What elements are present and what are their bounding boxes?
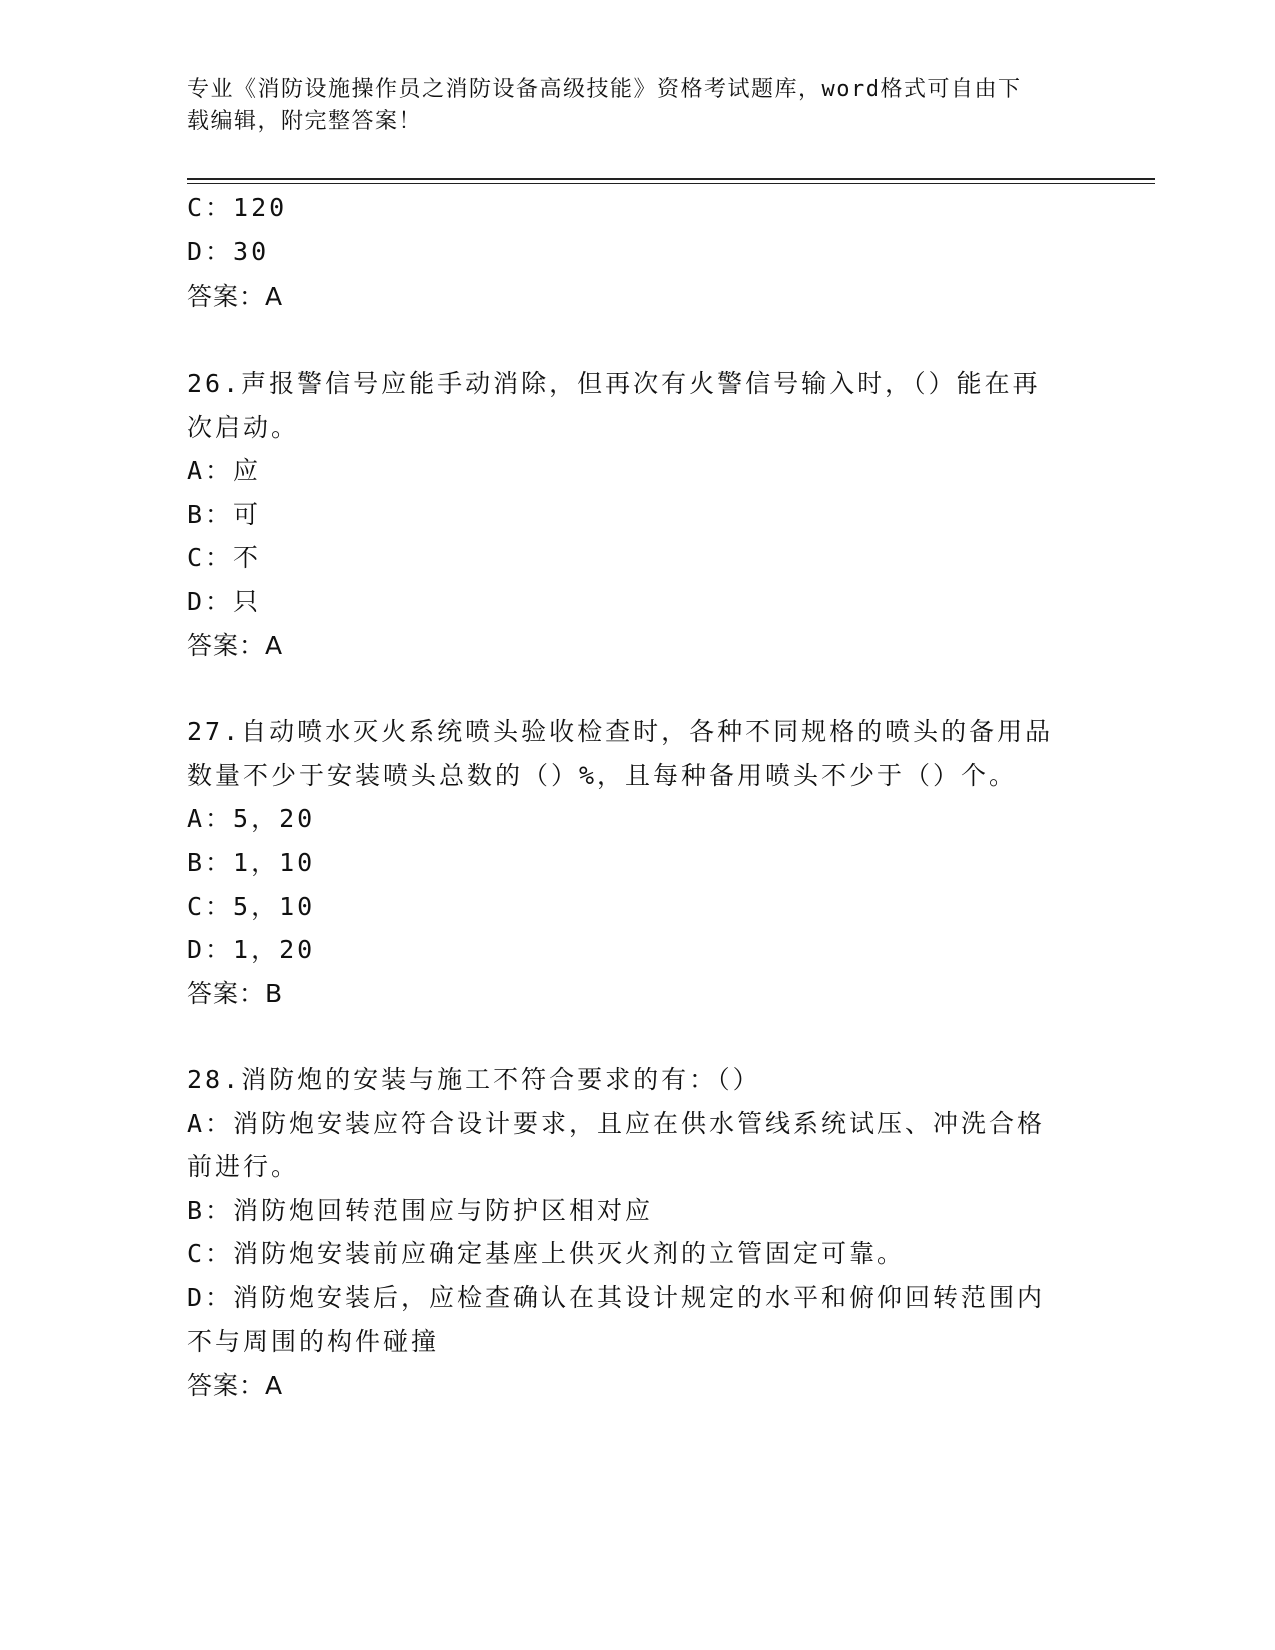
q26-stem-line-1: 26.声报警信号应能手动消除，但再次有火警信号输入时，（）能在再 xyxy=(187,369,1041,398)
header-line-2: 载编辑，附完整答案！ xyxy=(187,109,423,134)
q28-option-a-line-2: 前进行。 xyxy=(187,1152,300,1181)
q25-answer: 答案：A xyxy=(187,282,284,311)
q27-option-b: B：1，10 xyxy=(187,848,316,877)
q28-stem: 28.消防炮的安装与施工不符合要求的有：（） xyxy=(187,1065,761,1094)
q28-option-a-line-1: A：消防炮安装应符合设计要求，且应在供水管线系统试压、冲洗合格 xyxy=(187,1109,1046,1138)
q26-option-c: C：不 xyxy=(187,543,262,572)
q28-answer: 答案：A xyxy=(187,1371,284,1400)
page-header xyxy=(187,74,1067,138)
q27-option-c: C：5，10 xyxy=(187,892,316,921)
q26-option-d: D：只 xyxy=(187,587,262,616)
q25-option-c: C：120 xyxy=(187,193,288,222)
header-line-1: 专业《消防设施操作员之消防设备高级技能》资格考试题库，word格式可自由下 xyxy=(187,77,1022,102)
q27-stem-line-1: 27.自动喷水灭火系统喷头验收检查时，各种不同规格的喷头的备用品 xyxy=(187,717,1054,746)
q26-stem-line-2: 次启动。 xyxy=(187,413,300,442)
header-rule-thick xyxy=(187,178,1155,180)
q28-option-d-line-1: D：消防炮安装后，应检查确认在其设计规定的水平和俯仰回转范围内 xyxy=(187,1283,1046,1312)
q27-option-d: D：1，20 xyxy=(187,935,316,964)
q28-option-b: B：消防炮回转范围应与防护区相对应 xyxy=(187,1196,654,1225)
q26-answer: 答案：A xyxy=(187,631,284,660)
q25-option-d: D：30 xyxy=(187,237,270,266)
q28-option-d-line-2: 不与周围的构件碰撞 xyxy=(187,1327,440,1356)
q28-option-c: C：消防炮安装前应确定基座上供灭火剂的立管固定可靠。 xyxy=(187,1239,906,1268)
q26-option-b: B：可 xyxy=(187,500,262,529)
q26-option-a: A：应 xyxy=(187,456,262,485)
q27-option-a: A：5，20 xyxy=(187,804,316,833)
q27-answer: 答案：B xyxy=(187,979,284,1008)
q27-stem-line-2: 数量不少于安装喷头总数的（）%，且每种备用喷头不少于（）个。 xyxy=(187,761,1018,790)
header-rule-thin xyxy=(187,183,1155,184)
